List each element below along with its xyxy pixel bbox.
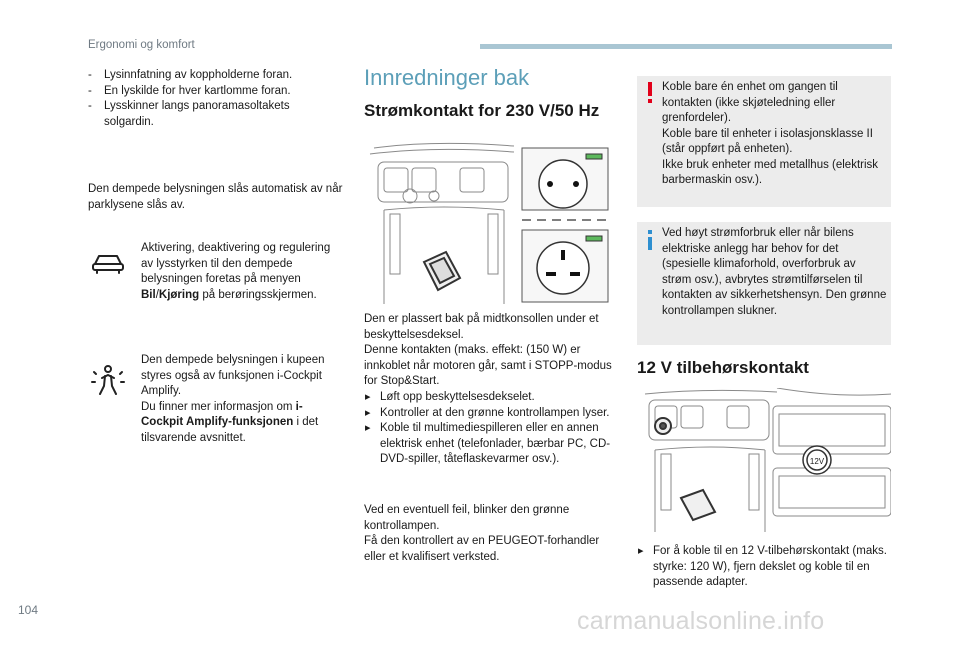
console-sketch xyxy=(645,388,891,532)
socket-230v-upper xyxy=(522,148,608,210)
watermark: carmanualsonline.info xyxy=(577,607,825,635)
socket-12v-small xyxy=(655,418,671,434)
socket-12v-steps xyxy=(637,544,889,591)
section-title: Ergonomi og komfort xyxy=(88,39,195,51)
menu-name-bil: Bil xyxy=(141,288,156,301)
socket-12v-label: 12V xyxy=(809,457,825,466)
page-title: Innredninger bak xyxy=(364,65,530,90)
list-item: ▸ Løft opp beskyttelsesdekselet. xyxy=(364,390,616,406)
header-bar xyxy=(480,44,892,49)
info-box xyxy=(637,222,891,345)
page-number: 104 xyxy=(18,603,39,617)
socket-cover-sketch xyxy=(424,252,460,290)
console-230v-illustration xyxy=(364,140,612,308)
list-item: - En lyskilde for hver kartlomme foran. xyxy=(88,84,338,100)
lighting-list xyxy=(88,68,338,130)
list-item: - Lysskinner langs panoramasoltakets solgardin. xyxy=(88,99,338,130)
tray-sketch xyxy=(681,490,715,520)
warning-box xyxy=(637,76,891,207)
amplify-text: Den dempede belysningen i kupeen styres også av funksjonen i-Cockpit Amplify. Du finner mer informasjon om i-Cockpit Amplify-funksjonen i det tilsvarende avsnittet. xyxy=(141,354,325,444)
list-item: ▸ Kontroller at den grønne kontrollampen lyser. xyxy=(364,406,616,422)
warning-exclamation-icon xyxy=(645,82,655,104)
fault-text: Ved en eventuell feil, blinker den grønne kontrollampen. Få den kontrollert av en PEUGEOT-forhandler eller et kvalifisert verksted. xyxy=(364,504,600,563)
amplify-link: i-Cockpit Amplify-funksjonen xyxy=(141,400,303,428)
console-12v-illustration xyxy=(637,388,891,534)
section-heading-12v: 12 V tilbehørskontakt xyxy=(637,358,809,377)
menu-name-kjoring: Kjøring xyxy=(158,288,200,301)
lighting-settings-text: Aktivering, deaktivering og regulering av lysstyrken til den dempede belysningen foretas på menyen Bil/Kjøring på berøringsskjermen. xyxy=(141,242,331,301)
warning-text: Koble bare én enhet om gangen til kontakten (ikke skjøteledning eller grenfordeler). Koble bare til enheter i isolasjonsklasse II (står oppført på enheten). Ikke bruk enheter med metallhus (elektrisk barbermaskin osv.). xyxy=(662,81,879,186)
list-item: ▸ Koble til multimediespilleren eller en annen elektrisk enhet (telefonlader, bærbar PC, CD-DVD-spiller, tåteflaskevarmer osv.). xyxy=(364,421,616,468)
amplify-icon xyxy=(88,360,128,400)
info-icon xyxy=(645,230,655,250)
list-item: ▸ For å koble til en 12 V-tilbehørskontakt (maks. styrke: 120 W), fjern dekslet og koble til en passende adapter. xyxy=(637,544,889,591)
socket-steps xyxy=(364,390,616,468)
car-lighting-icon xyxy=(91,250,125,276)
section-heading-230v: Strømkontakt for 230 V/50 Hz xyxy=(364,101,600,120)
info-text: Ved høyt strømforbruk eller når bilens elektriske anlegg har behov for det (spesielle klimaforhold, overforbruk av strøm osv.), avbrytes strømtilførselen til kontakten av sikkerhetshensyn. Den grønne kontrollampen slukner. xyxy=(662,227,887,317)
dimmed-light-paragraph: Den dempede belysningen slås automatisk av når parklysene slås av. xyxy=(88,183,343,211)
socket-230v-lower xyxy=(522,230,608,302)
list-item: - Lysinnfatning av koppholderne foran. xyxy=(88,68,338,84)
socket-location-text: Den er plassert bak på midtkonsollen under et beskyttelsesdeksel. Denne kontakten (maks. effekt: (150 W) er innkoblet når motoren går, samt i STOPP-modus for Stop&Start. xyxy=(364,313,612,387)
